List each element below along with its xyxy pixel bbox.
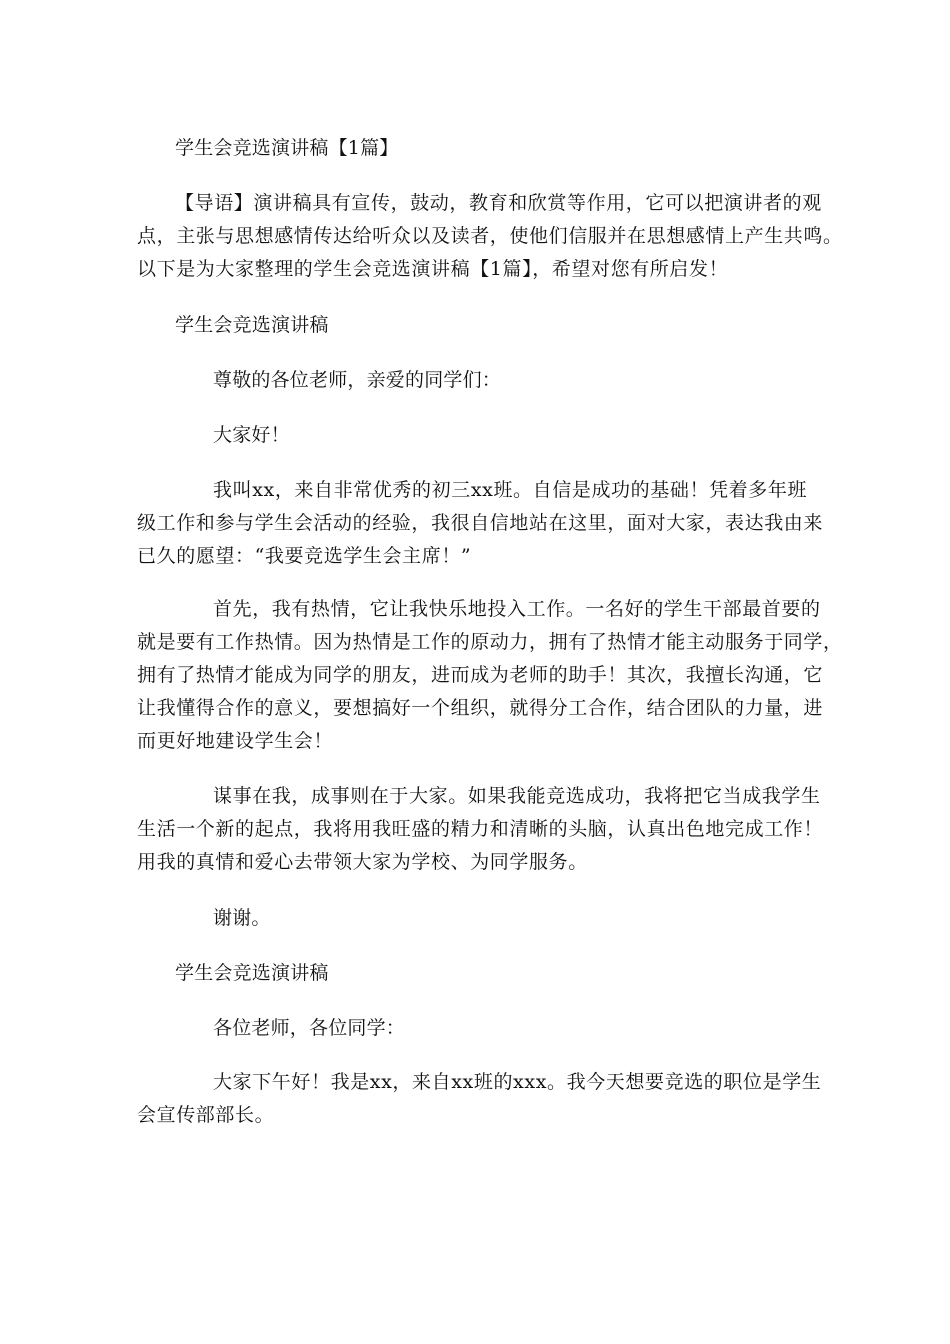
intro-paragraph-continued [137,220,843,286]
paragraph-line: 首先，我有热情，它让我快乐地投入工作。一名好的学生干部最首要的 [213,598,821,620]
paragraph-line: 已久的愿望：“我要竞选学生会主席！” [137,545,472,567]
paragraph-line: 用我的真情和爱心去带领大家为学校、为同学服务。 [137,851,588,873]
intro-line: 以下是为大家整理的学生会竞选演讲稿【1篇】，希望对您有所启发！ [137,258,729,280]
speech1-paragraph-1 [213,474,807,507]
speech1-paragraph-2-continued [137,626,843,758]
speech1-paragraph-3-continued [137,813,823,879]
paragraph-line: 而更好地建设学生会！ [137,730,334,752]
paragraph-line: 就是要有工作热情。因为热情是工作的原动力，拥有了热情才能主动服务于同学， [137,631,843,653]
paragraph-line: 会宣传部部长。 [137,1104,275,1126]
paragraph-line: 谋事在我，成事则在于大家。如果我能竞选成功，我将把它当成我学生 [213,785,821,807]
speech2-heading: 学生会竞选演讲稿 [175,962,329,984]
intro-paragraph [175,187,822,220]
speech1-greeting: 大家好！ [213,424,290,446]
speech1-salutation: 尊敬的各位老师，亲爱的同学们： [213,369,502,391]
paragraph-line: 拥有了热情才能成为同学的朋友，进而成为老师的助手！其次，我擅长沟通，它 [137,664,824,686]
speech1-paragraph-1-continued [137,507,823,573]
paragraph-line: 我叫xx，来自非常优秀的初三xx班。自信是成功的基础！凭着多年班 [213,479,808,501]
speech2-paragraph-1 [213,1066,821,1099]
speech1-paragraph-3 [213,780,821,813]
paragraph-line: 生活一个新的起点，我将用我旺盛的精力和清晰的头脑，认真出色地完成工作！ [137,818,824,840]
speech1-closing: 谢谢。 [213,907,271,929]
paragraph-line: 级工作和参与学生会活动的经验，我很自信地站在这里，面对大家，表达我由来 [137,512,824,534]
speech1-paragraph-2 [213,593,821,626]
paragraph-line: 让我懂得合作的意义，要想搞好一个组织，就得分工合作，结合团队的力量，进 [137,697,824,719]
intro-line: 【导语】演讲稿具有宣传，鼓动，教育和欣赏等作用，它可以把演讲者的观 [175,192,822,214]
document-title: 学生会竞选演讲稿【1篇】 [175,137,399,159]
intro-line: 点，主张与思想感情传达给听众以及读者，使他们信服并在思想感情上产生共鸣。 [137,225,843,247]
speech1-heading: 学生会竞选演讲稿 [175,314,329,336]
speech2-paragraph-1-continued [137,1099,274,1132]
speech2-salutation: 各位老师，各位同学： [213,1017,406,1039]
paragraph-line: 大家下午好！我是xx，来自xx班的xxx。我今天想要竞选的职位是学生 [213,1071,822,1093]
